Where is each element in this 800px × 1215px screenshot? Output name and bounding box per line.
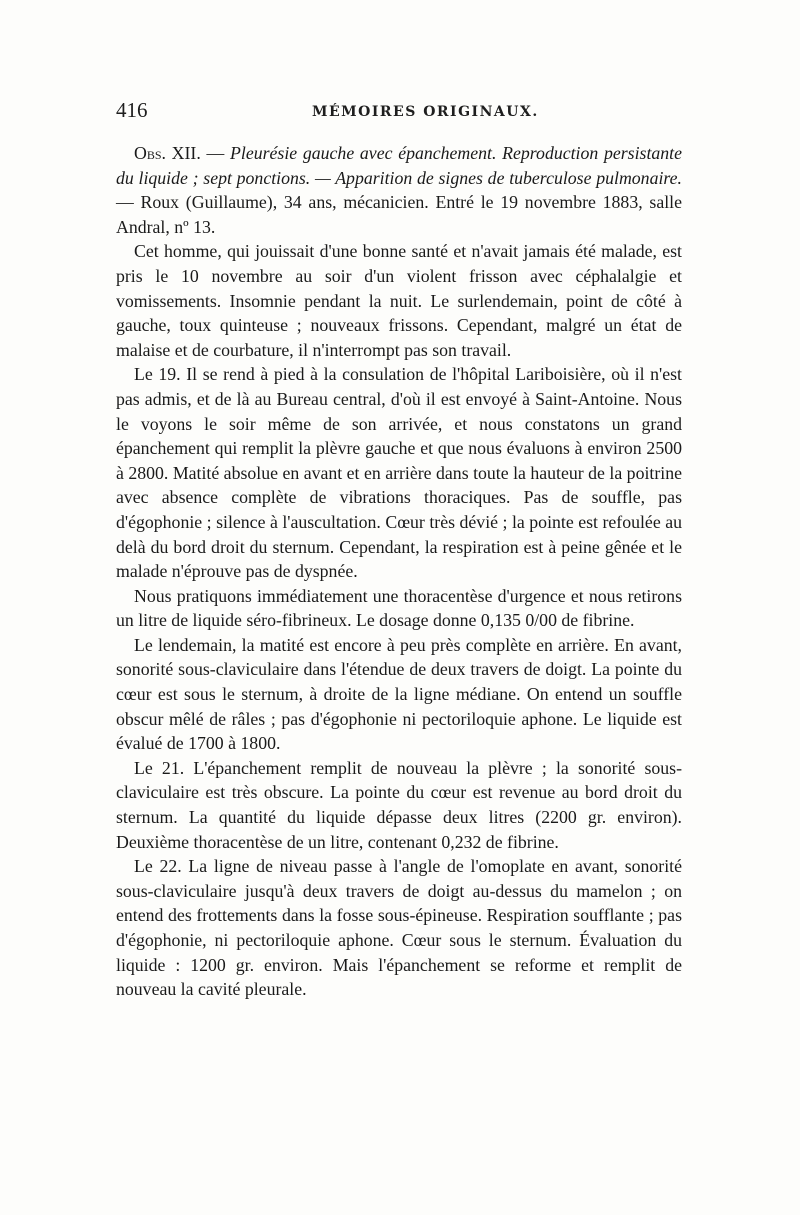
observation-dash: —	[116, 192, 141, 213]
paragraph: Le 21. L'épanchement remplit de nouveau la plèvre ; la sonorité sous-claviculaire est très obscure. La pointe du cœur est revenue au bord droit du sternum. La quantité du liquide dépasse deux litres (2200 gr. environ). Deuxième thoracentèse de un litre, contenant 0,232 de fibrine.	[116, 757, 682, 852]
page-number: 416	[116, 98, 148, 122]
observation-label: Obs. XII.	[134, 143, 201, 163]
observation-title: Pleurésie gauche avec épanchement. Reproduction persistante du liquide ; sept ponctions. — Apparition de signes de tuberculose pulmonaire.	[116, 143, 683, 188]
paragraph: Cet homme, qui jouissait d'une bonne santé et n'avait jamais été malade, est pris le 10 novembre au soir d'un violent frisson avec céphalalgie et vomissements. Insomnie pendant la nuit. Le surlendemain, point de côté à gauche, toux quinteuse ; nouveaux frissons. Cependant, malgré un état de malaise et de courbature, il n'interrompt pas son travail.	[116, 241, 682, 360]
paragraph: Le 19. Il se rend à pied à la consulation de l'hôpital Lariboisière, où il n'est pas admis, et de là au Bureau central, d'où il est envoyé à Saint-Antoine. Nous le voyons le soir même de son arrivée, et nous constatons un grand épanchement qui remplit la plèvre gauche et que nous évaluons à environ 2500 à 2800. Matité absolue en avant et en arrière dans toute la hauteur de la poitrine avec absence complète de vibrations thoraciques. Pas de souffle, pas d'égophonie ; silence à l'auscultation. Cœur très dévié ; la pointe est refoulée au delà du bord droit du sternum. Cependant, la respiration est à peine gênée et le malade n'éprouve pas de dyspnée.	[116, 364, 682, 582]
body-text	[116, 141, 682, 1002]
observation-dash: —	[200, 143, 231, 163]
patient-info: Roux (Guillaume), 34 ans, mécanicien. Entré le 19 novembre 1883, salle Andral, nº 13.	[116, 192, 682, 237]
observation-heading	[116, 141, 682, 239]
paragraph: Nous pratiquons immédiatement une thoracentèse d'urgence et nous retirons un litre de liquide séro-fibrineux. Le dosage donne 0,135 0/00 de fibrine.	[116, 585, 682, 631]
running-head	[116, 98, 682, 126]
paragraph: Le 22. La ligne de niveau passe à l'angle de l'omoplate en avant, sonorité sous-claviculaire jusqu'à deux travers de doigt au-dessus du mamelon ; on entend des frottements dans la fosse sous-épineuse. Respiration soufflante ; pas d'égophonie, ni pectoriloquie aphone. Cœur sous le sternum. Évaluation du liquide : 1200 gr. environ. Mais l'épanchement se reforme et remplit de nouveau la cavité pleurale.	[116, 856, 682, 1000]
paragraph: Le lendemain, la matité est encore à peu près complète en arrière. En avant, sonorité sous-claviculaire dans l'étendue de deux travers de doigt. La pointe du cœur est sous le sternum, à droite de la ligne médiane. On entend un souffle obscur mêlé de râles ; pas d'égophonie ni pectoriloquie aphone. Le liquide est évalué de 1700 à 1800.	[116, 634, 682, 754]
running-title: MÉMOIRES ORIGINAUX.	[312, 104, 539, 120]
